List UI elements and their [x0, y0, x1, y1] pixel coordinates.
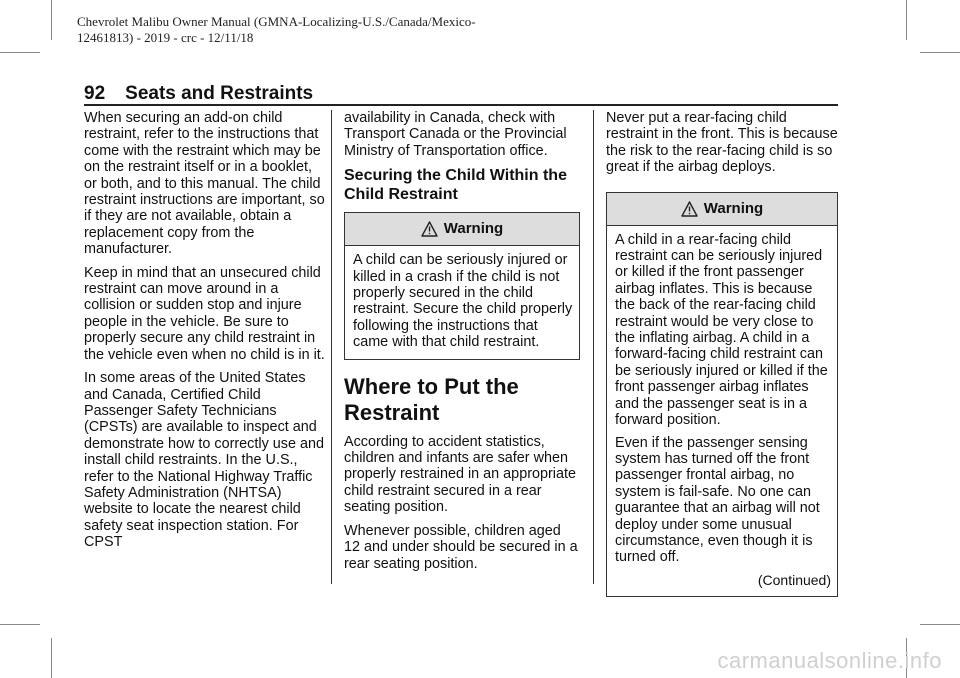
- crop-mark: [920, 624, 960, 625]
- paragraph: Never put a rear-facing child restraint in the front. This is because the risk to the rear-facing child is so great if the airbag deploys.: [606, 110, 838, 176]
- column-divider: [593, 110, 594, 584]
- paragraph: availability in Canada, check with Transport Canada or the Provincial Ministry of Transportation office.: [344, 110, 567, 159]
- page-heading: [84, 83, 313, 105]
- warning-body: [607, 226, 837, 597]
- warning-text: A child in a rear-facing child restraint can be seriously injured or killed if the front passenger airbag inflates. This is because the back of the rear-facing child restraint would be very close to the inflating airbag. A child in a forward-facing child restraint can be seriously injured or killed if the front passenger airbag inflates and the passenger seat is in a forward position.: [615, 231, 828, 429]
- page-number: 92: [84, 83, 106, 104]
- warning-text: Even if the passenger sensing system has turned off the front passenger frontal airbag, no system is fail-safe. No one can guarantee that an airbag will not deploy under some unusual circumstance, even though it is turned off.: [615, 434, 820, 566]
- document-info-line: 12461813) - 2019 - crc - 12/11/18: [77, 30, 254, 45]
- text-column-3: [606, 110, 838, 597]
- paragraph: Keep in mind that an unsecured child restraint can move around in a collision or sudden stop and injure people in the vehicle. Be sure to properly secure any child restraint in the vehicle even when no child is in it.: [84, 264, 325, 363]
- section-heading: Where to Put the Restraint: [344, 373, 519, 425]
- paragraph: When securing an add-on child restraint, refer to the instructions that come with the restraint which may be on the restraint itself or in a booklet, or both, and to this manual. The child restraint instructions are important, so if they are not available, obtain a replacement copy from the manufacturer.: [84, 110, 325, 258]
- warning-text: A child can be seriously injured or killed in a crash if the child is not properly secured in the child restraint. Secure the child properly following the instructions that came with that child restraint.: [353, 252, 573, 351]
- warning-triangle-icon: [421, 221, 438, 237]
- subsection-heading: Securing the Child Within the Child Restraint: [344, 167, 567, 204]
- watermark: carmanualsonline.info: [717, 648, 942, 673]
- warning-title: Warning: [703, 199, 764, 217]
- crop-mark: [51, 638, 52, 678]
- text-column-2: [344, 110, 580, 579]
- document-info-line: Chevrolet Malibu Owner Manual (GMNA-Localizing-U.S./Canada/Mexico-: [77, 14, 476, 29]
- warning-box: [344, 212, 580, 359]
- heading-rule: [84, 104, 838, 106]
- warning-box: [606, 192, 838, 598]
- text-column-1: [84, 110, 328, 558]
- warning-body: [345, 246, 579, 358]
- warning-title: Warning: [443, 220, 504, 238]
- paragraph: In some areas of the United States and Canada, Certified Child Passenger Safety Technicians (CPSTs) are available to inspect and demonstrate how to correctly use and install child restraints. In the U.S., refer to the National Highway Traffic Safety Administration (NHTSA) website to locate the nearest child safety seat inspection station. For CPST: [84, 370, 324, 551]
- crop-mark: [51, 0, 52, 40]
- paragraph: According to accident statistics, children and infants are safer when properly restrained in an appropriate child restraint secured in a rear seating position.: [344, 433, 576, 516]
- crop-mark: [920, 52, 960, 53]
- column-divider: [331, 110, 332, 584]
- crop-mark: [0, 52, 40, 53]
- document-info-header: [77, 14, 597, 46]
- warning-title-bar: [607, 193, 837, 226]
- paragraph: Whenever possible, children aged 12 and under should be secured in a rear seating position.: [344, 522, 578, 572]
- warning-triangle-icon: [681, 201, 698, 217]
- continued-label: (Continued): [757, 571, 831, 588]
- section-title: Seats and Restraints: [125, 83, 314, 104]
- crop-mark: [0, 624, 40, 625]
- warning-title-bar: [345, 213, 579, 246]
- crop-mark: [906, 0, 907, 40]
